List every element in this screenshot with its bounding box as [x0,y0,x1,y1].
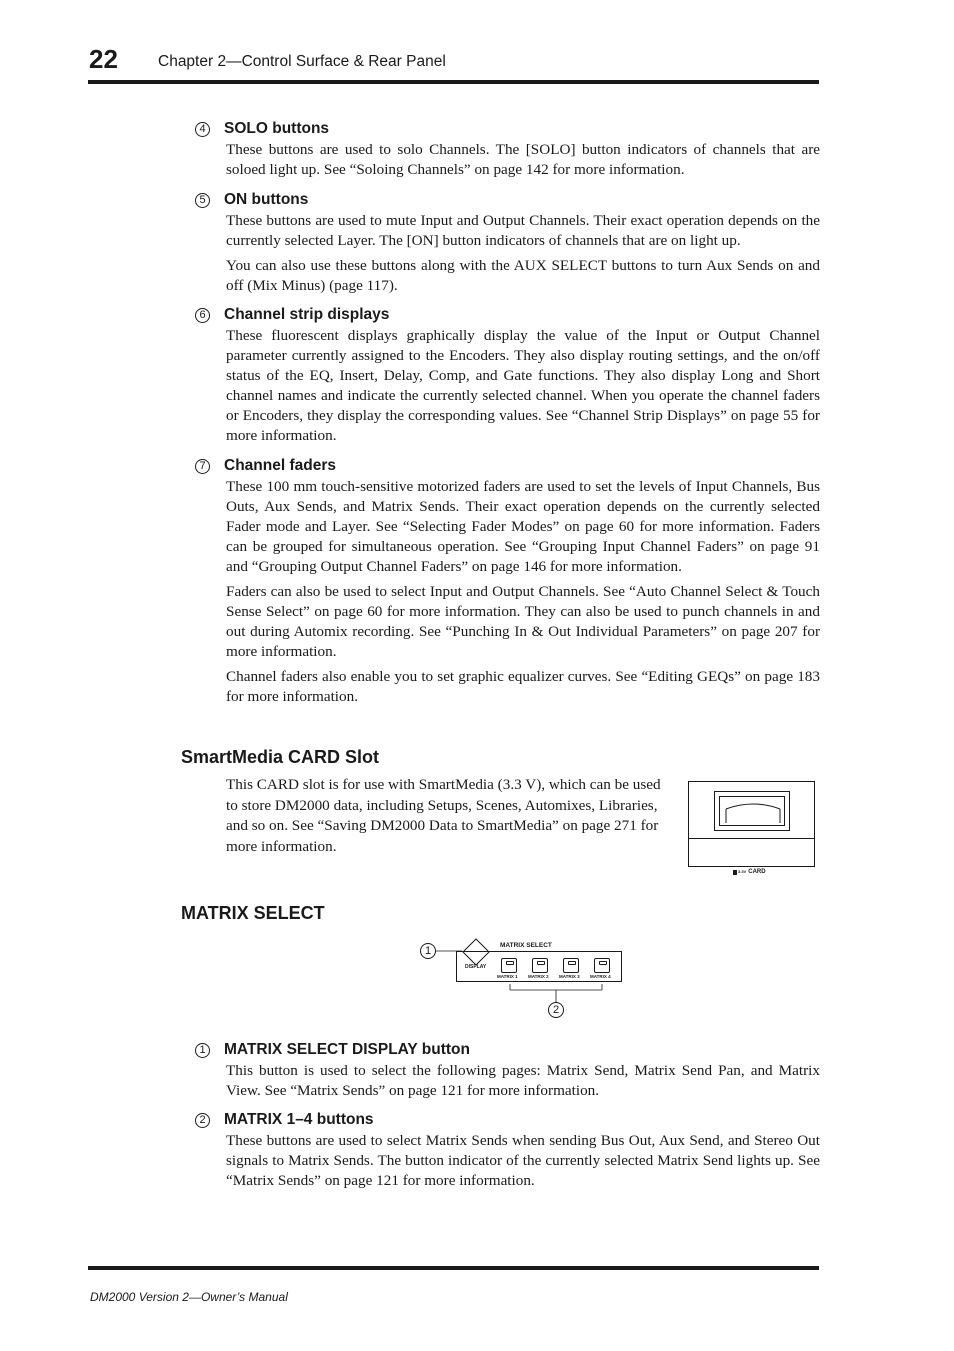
item-paragraph: These buttons are used to mute Input and Output Channels. Their exact operation depends on the currently selected Layer. The [ON] button indicators of channels that are on light up. [226,212,820,249]
item-number-badge: 6 [195,308,210,323]
item-paragraph: Faders can also be used to select Input and Output Channels. See “Auto Channel Select & Touch Sense Select” on page 60 for more information. They can also be used to punch channels in and out during Automix recording. See “Punching In & Out Individual Parameters” on page 207 for more information. [226,583,820,660]
card-slot-flap-icon [720,797,786,827]
item-paragraph: These buttons are used to select Matrix Sends when sending Bus Out, Aux Send, and Stereo Out signals to Matrix Sends. The button indicator of the currently selected Matrix Send lights up. See “Matrix Sends” on page 121 for more information. [226,1132,820,1189]
display-button-label: DISPLAY [465,964,487,970]
item-paragraph: You can also use these buttons along with the AUX SELECT buttons to turn Aux Sends on and off (Mix Minus) (page 117). [226,257,820,294]
item-title: Channel strip displays [224,306,390,323]
matrix-1-label: MATRIX 1 [497,974,518,979]
card-slot-figure [688,781,815,867]
matrix-select-panel [456,942,622,982]
smartmedia-description: This CARD slot is for use with SmartMedia (3.3 V), which can be used to store DM2000 data, including Setups, Scenes, Automixes, Libraries, and so on. See “Saving DM2000 Data to SmartMedia” on page 271 for more information. [226,776,661,855]
matrix-2-button[interactable] [532,958,548,973]
item-number-badge: 2 [195,1113,210,1128]
item-number-badge: 1 [195,1043,210,1058]
matrix-select-figure [418,935,628,1020]
card-slot-opening [714,791,790,831]
section-heading-smartmedia: SmartMedia CARD Slot [181,747,380,767]
matrix-3-label: MATRIX 3 [559,974,580,979]
item-paragraph: These buttons are used to solo Channels. The [SOLO] button indicators of channels that are soloed light up. See “Soloing Channels” on page 142 for more information. [226,141,820,178]
item-matrix-select-display-button [195,1039,820,1106]
smartmedia-icon [733,870,737,875]
item-channel-faders [195,455,820,712]
item-title: ON buttons [224,191,309,208]
item-title: MATRIX 1–4 buttons [224,1111,374,1128]
chapter-title: Chapter 2—Control Surface & Rear Panel [158,53,446,70]
matrix-2-label: MATRIX 2 [528,974,549,979]
matrix-3-button[interactable] [563,958,579,973]
footer-rule [88,1266,819,1270]
item-paragraph: These 100 mm touch-sensitive motorized faders are used to set the levels of Input Channels, Bus Outs, Aux Sends, and Matrix Sends. Their exact operation depends on the currently selected Fader mode and Layer. See “Selecting Fader Modes” on page 60 for more information. Faders can be grouped for simultaneous operation. See “Grouping Input Channel Faders” on page 91 and “Grouping Output Channel Faders” on page 146 for more information. [226,478,820,575]
callout-1: 1 [420,943,436,959]
item-on-buttons [195,189,820,301]
card-voltage-label: 3.3V [738,868,747,874]
page-number: 22 [89,44,118,74]
matrix-panel-title: MATRIX SELECT [500,942,552,949]
footer-manual-title: DM2000 Version 2—Owner’s Manual [90,1290,288,1304]
item-channel-strip-displays [195,304,820,451]
item-number-badge: 4 [195,122,210,137]
item-title: SOLO buttons [224,120,330,137]
card-slot-caption [733,869,766,875]
matrix-4-label: MATRIX 4 [590,974,611,979]
card-label: CARD [748,869,766,875]
item-solo-buttons [195,118,820,185]
callout-2: 2 [548,1002,564,1018]
header-rule [88,80,819,84]
matrix-4-button[interactable] [594,958,610,973]
item-paragraph: This button is used to select the following pages: Matrix Send, Matrix Send Pan, and Matrix View. See “Matrix Sends” on page 121 for more information. [226,1062,820,1099]
item-number-badge: 7 [195,459,210,474]
item-number-badge: 5 [195,193,210,208]
section-heading-matrix-select: MATRIX SELECT [181,903,325,923]
item-title: Channel faders [224,457,336,474]
item-matrix-1-4-buttons [195,1109,820,1196]
item-title: MATRIX SELECT DISPLAY button [224,1041,470,1058]
matrix-1-button[interactable] [501,958,517,973]
item-paragraph: These fluorescent displays graphically display the value of the Input or Output Channel parameter currently assigned to the Encoders. They also display routing settings, and the on/off status of the EQ, Insert, Delay, Comp, and Gate functions. They also display Long and Short channel names and indicate the currently selected channel. When you operate the channel faders or Encoders, they display the corresponding values. See “Channel Strip Displays” on page 55 for more information. [226,327,820,444]
item-paragraph: Channel faders also enable you to set graphic equalizer curves. See “Editing GEQs” on page 183 for more information. [226,668,820,705]
